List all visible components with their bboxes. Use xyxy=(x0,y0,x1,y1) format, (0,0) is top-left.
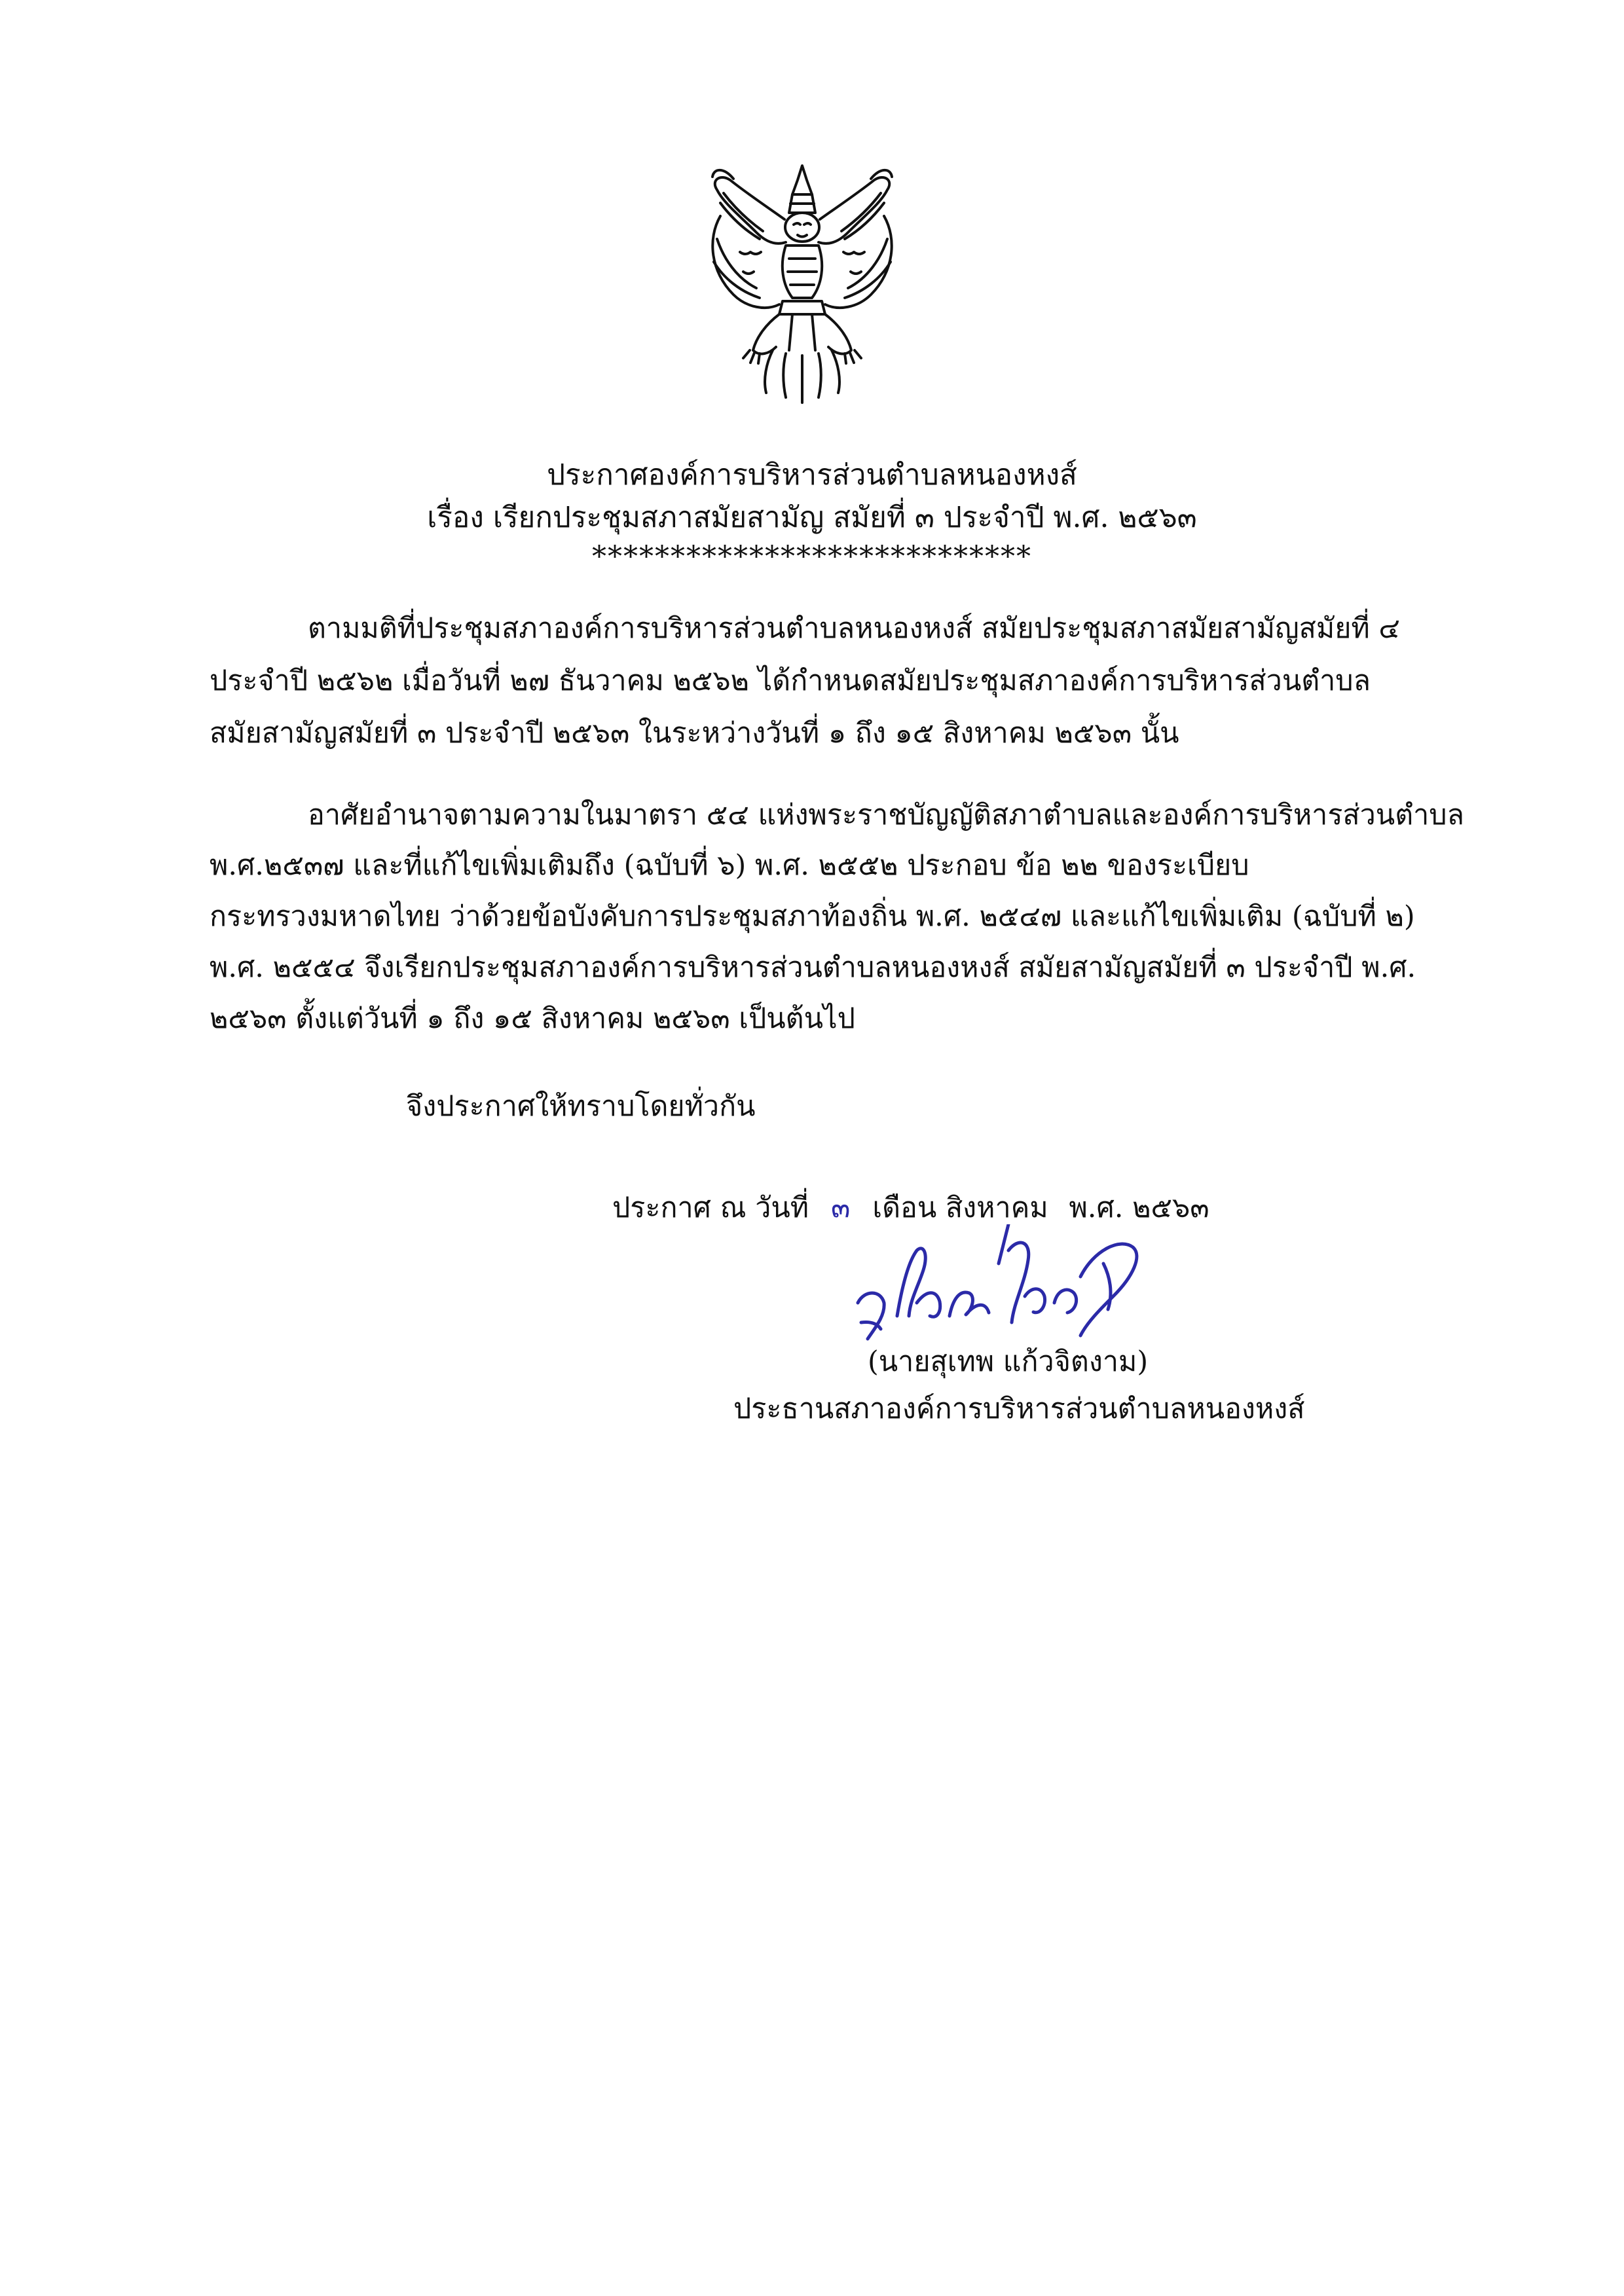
separator-stars: **************************** xyxy=(592,540,1032,574)
garuda-emblem-icon xyxy=(694,154,910,409)
date-year: พ.ศ. ๒๕๖๓ xyxy=(1069,1192,1209,1224)
paragraph-line: กระทรวงมหาดไทย ว่าด้วยข้อบังคับการประชุมสภาท้องถิ่น พ.ศ. ๒๕๔๗ และแก้ไขเพิ่มเติม (ฉบับที่ ๒) xyxy=(210,900,1415,933)
paragraph-line: อาศัยอำนาจตามความในมาตรา ๕๔ แห่งพระราชบัญญัติสภาตำบลและองค์การบริหารส่วนตำบล xyxy=(308,799,1464,831)
paragraph-line: ประจำปี ๒๕๖๒ เมื่อวันที่ ๒๗ ธันวาคม ๒๕๖๒ ได้กำหนดสมัยประชุมสภาองค์การบริหารส่วนตำบล xyxy=(210,665,1371,697)
paragraph-line: ๒๕๖๓ ตั้งแต่วันที่ ๑ ถึง ๑๕ สิงหาคม ๒๕๖๓ เป็นต้นไป xyxy=(210,1002,855,1035)
date-prefix: ประกาศ ณ วันที่ xyxy=(612,1192,809,1224)
announcement-date xyxy=(612,1188,1209,1228)
closing-statement: จึงประกาศให้ทราบโดยทั่วกัน xyxy=(406,1090,756,1123)
paragraph-line: พ.ศ.๒๕๓๗ และที่แก้ไขเพิ่มเติมถึง (ฉบับที่ ๖) พ.ศ. ๒๕๕๒ ประกอบ ข้อ ๒๒ ของระเบียบ xyxy=(210,849,1249,882)
month-prefix: เดือน xyxy=(872,1192,937,1224)
paragraph-line: ตามมติที่ประชุมสภาองค์การบริหารส่วนตำบลหนองหงส์ สมัยประชุมสภาสมัยสามัญสมัยที่ ๔ xyxy=(308,612,1400,645)
announcement-subject: เรื่อง เรียกประชุมสภาสมัยสามัญ สมัยที่ ๓ ประจำปี พ.ศ. ๒๕๖๓ xyxy=(427,501,1197,534)
date-day: ๓ xyxy=(831,1192,851,1224)
announcement-title: ประกาศองค์การบริหารส่วนตำบลหนองหงส์ xyxy=(547,458,1077,492)
signatory-position: ประธานสภาองค์การบริหารส่วนตำบลหนองหงส์ xyxy=(733,1393,1305,1425)
paragraph-line: พ.ศ. ๒๕๕๔ จึงเรียกประชุมสภาองค์การบริหารส่วนตำบลหนองหงส์ สมัยสามัญสมัยที่ ๓ ประจำปี พ.ศ. xyxy=(210,951,1416,984)
date-month: สิงหาคม xyxy=(945,1192,1048,1224)
signatory-name: (นายสุเทพ แก้วจิตงาม) xyxy=(868,1345,1149,1378)
paragraph-line: สมัยสามัญสมัยที่ ๓ ประจำปี ๒๕๖๓ ในระหว่างวันที่ ๑ ถึง ๑๕ สิงหาคม ๒๕๖๓ นั้น xyxy=(210,717,1179,750)
handwritten-signature-icon xyxy=(845,1224,1146,1349)
